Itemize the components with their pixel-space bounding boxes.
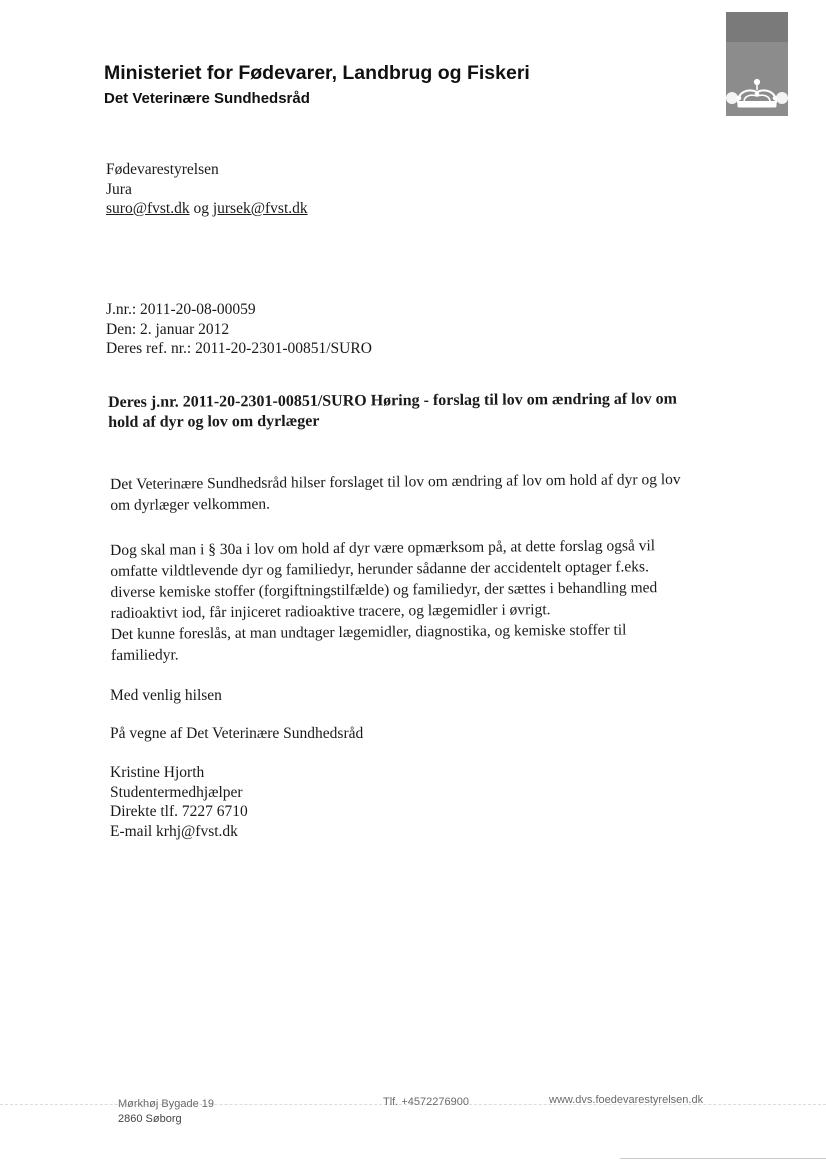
footer-street: Mørkhøj Bygade 19: [118, 1098, 214, 1110]
subject-line: Deres j.nr. 2011-20-2301-00851/SURO Høring - forslag til lov om ændring af lov om: [108, 390, 677, 411]
footer-website[interactable]: www.dvs.foedevarestyrelsen.dk: [549, 1094, 704, 1106]
signer-phone: Direkte tlf. 7227 6710: [110, 803, 248, 820]
subject-line: hold af dyr og lov om dyrlæger: [108, 412, 320, 431]
signature-block: [110, 763, 248, 841]
reference-block: [106, 300, 372, 359]
journal-number: J.nr.: 2011-20-08-00059: [106, 301, 256, 318]
their-reference: Deres ref. nr.: 2011-20-2301-00851/SURO: [106, 340, 372, 357]
body-line: Det Veterinære Sundhedsråd hilser forslaget til lov om ændring af lov om hold af dyr og lov: [110, 471, 681, 493]
letter-date: Den: 2. januar 2012: [106, 320, 230, 338]
footer-divider: [620, 1158, 826, 1159]
signer-name: Kristine Hjorth: [110, 764, 205, 781]
email-link-suro[interactable]: suro@fvst.dk: [106, 200, 190, 217]
crown-crest-icon: [726, 12, 788, 116]
body-line: diverse kemiske stoffer (forgiftningstilfælde) og familiedyr, der sættes i behandling med: [110, 579, 658, 601]
footer-phone: Tlf. +4572276900: [383, 1096, 469, 1108]
council-heading: Det Veterinære Sundhedsråd: [104, 90, 310, 107]
closing: Med venlig hilsen: [110, 687, 222, 704]
recipient-emails: [106, 199, 308, 219]
body-line: om dyrlæger velkommen.: [110, 495, 271, 514]
body-line: Dog skal man i § 30a i lov om hold af dyr være opmærksom på, at dette forslag også vil: [110, 537, 656, 559]
body-line: omfatte vildtlevende dyr og familiedyr, herunder sådanne der accidentelt optager f.eks.: [110, 558, 649, 580]
signer-title: Studentermedhjælper: [110, 783, 243, 801]
body-line: Det kunne foreslås, at man undtager lægemidler, diagnostika, og kemiske stoffer til: [110, 621, 627, 643]
ministry-heading: Ministeriet for Fødevarer, Landbrug og Fiskeri: [104, 62, 530, 84]
recipient-org: Fødevarestyrelsen: [106, 161, 219, 178]
body-line: familiedyr.: [110, 646, 179, 664]
recipient-block: [106, 160, 308, 219]
on-behalf-line: På vegne af Det Veterinære Sundhedsråd: [110, 725, 364, 742]
body-paragraph-2: [110, 535, 658, 666]
footer-city: 2860 Søborg: [118, 1113, 182, 1125]
subject-heading: [108, 390, 677, 433]
body-paragraph-1: [110, 469, 681, 516]
body-line: radioaktivt iod, får injiceret radioaktive tracere, og lægemidler i øvrigt.: [110, 601, 551, 622]
email-conjunction: og: [193, 200, 209, 217]
signer-email: E-mail krhj@fvst.dk: [110, 822, 238, 840]
email-link-jursek[interactable]: jursek@fvst.dk: [212, 200, 308, 217]
recipient-dept: Jura: [106, 180, 132, 198]
